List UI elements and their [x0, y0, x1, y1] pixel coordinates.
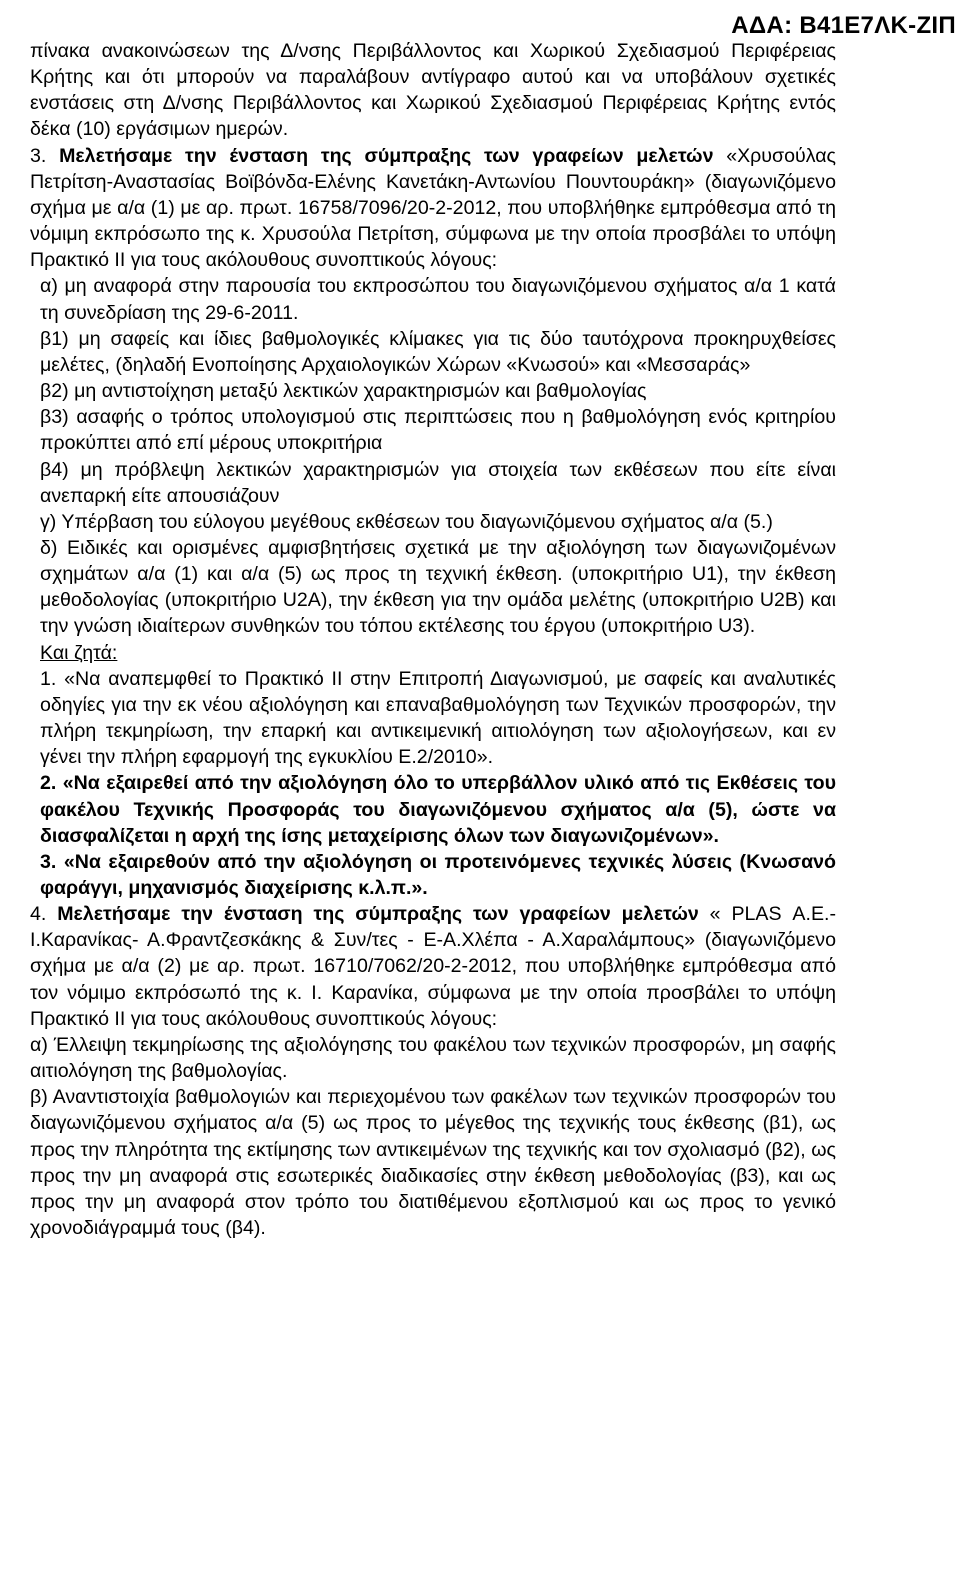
item-3-number: 3.	[30, 144, 60, 167]
item-4-text: « PLAS Α.Ε.- Ι.Καρανίκας- Α.Φραντζεσκάκης & Συν/τες - Ε-Α.Χλέπα - Α.Χαραλάμπους» (διαγωνιζόμενο σχήμα με α/α (2) με αρ. πρωτ. 16710/7062/20-2-2012, που υποβλήθηκε εμπρόθεσμα από τον νόμιμο εκπρόσωπό της κ. Ι. Καρανίκα, σύμφωνα με την οποία προσβάλει το υπόψη Πρακτικό ΙΙ για τους ακόλουθους συνοπτικούς λόγους:	[30, 903, 836, 1030]
item-4-number: 4.	[30, 903, 58, 926]
reason-b1: β1) μη σαφείς και ίδιες βαθμολογικές κλίμακες για τις δύο ταυτόχρονα προκηρυχθείσες μελέτες, (δηλαδή Ενοποίησης Αρχαιολογικών Χώρων «Κνωσού» και «Μεσσαράς»	[40, 327, 836, 376]
demands-label: Και ζητά:	[40, 641, 118, 664]
demand-1: 1. «Να αναπεμφθεί το Πρακτικό ΙΙ στην Επιτροπή Διαγωνισμού, με σαφείς και αναλυτικές οδηγίες για την εκ νέου αξιολόγηση και επαναβαθμολόγηση των Τεχνικών προσφορών, την πλήρη τεκμηρίωση, την επαρκή και αντικειμενική αιτιολόγηση των αξιολογήσεων, και εν γένει την πλήρη εφαρμογή της εγκυκλίου Ε.2/2010».	[40, 667, 836, 769]
ada-code: ΑΔΑ: Β41Ε7ΛΚ-ΖΙΠ	[731, 12, 956, 39]
document-body	[30, 38, 836, 1241]
paragraph-intro: πίνακα ανακοινώσεων της Δ/νσης Περιβάλλοντος και Χωρικού Σχεδιασμού Περιφέρειας Κρήτης και ότι μπορούν να παραλάβουν αντίγραφο αυτού και να υποβάλουν σχετικές ενστάσεις στη Δ/νσης Περιβάλλοντος και Χωρικού Σχεδιασμού Περιφέρειας Κρήτης εντός δέκα (10) εργάσιμων ημερών.	[30, 40, 836, 141]
item-3-text: «Χρυσούλας Πετρίτση-Αναστασίας Βοϊβόνδα-Ελένης Κανετάκη-Αντωνίου Πουντουράκη» (διαγωνιζόμενο σχήμα με α/α (1) με αρ. πρωτ. 16758/7096/20-2-2012, που υποβλήθηκε εμπρόθεσμα από τη νόμιμη εκπρόσωπο της κ. Χρυσούλα Πετρίτση, σύμφωνα με την οποία προσβάλει το υπόψη Πρακτικό ΙΙ για τους ακόλουθους συνοπτικούς λόγους:	[30, 144, 836, 272]
demand-3: 3. «Να εξαιρεθούν από την αξιολόγηση οι προτεινόμενες τεχνικές λύσεις (Κνωσανό φαράγγι, μηχανισμός διαχείρισης κ.λ.π.».	[40, 850, 836, 899]
reason-d: δ) Ειδικές και ορισμένες αμφισβητήσεις σχετικά με την αξιολόγηση των διαγωνιζομένων σχημάτων α/α (1) και α/α (5) ως προς τη τεχνική έκθεση. (υποκριτήριο U1), την έκθεση μεθοδολογίας (υποκριτήριο U2A), την έκθεση για την ομάδα μελέτης (υποκριτήριο U2B) και την γνώση ιδιαίτερων συνθηκών του τόπου εκτέλεσης του έργου (υποκριτήριο U3).	[40, 536, 836, 638]
reason-b4: β4) μη πρόβλεψη λεκτικών χαρακτηρισμών για στοιχεία των εκθέσεων που είτε είναι ανεπαρκή είτε απουσιάζουν	[40, 458, 836, 507]
reason-b2: β2) μη αντιστοίχηση μεταξύ λεκτικών χαρακτηρισμών και βαθμολογίας	[40, 380, 647, 403]
item-4-heading: Μελετήσαμε την ένσταση της σύμπραξης των γραφείων μελετών	[57, 903, 699, 926]
item-4	[30, 901, 836, 1032]
reason-4a: α) Έλλειψη τεκμηρίωσης της αξιολόγησης του φακέλου των τεχνικών προσφορών, μη σαφής αιτιολόγηση της βαθμολογίας.	[30, 1033, 836, 1083]
reason-a: α) μη αναφορά στην παρουσία του εκπροσώπου του διαγωνιζόμενου σχήματος α/α 1 κατά τη συνεδρίαση της 29-6-2011.	[40, 275, 836, 324]
reason-b3: β3) ασαφής ο τρόπος υπολογισμού στις περιπτώσεις που η βαθμολόγηση ενός κριτηρίου προκύπτει από επί μέρους υποκριτήρια	[40, 406, 836, 455]
reason-4b: β) Αναντιστοιχία βαθμολογιών και περιεχομένου των φακέλων των τεχνικών προσφορών του διαγωνιζόμενου σχήματος α/α (5) ως προς το μέγεθος της τεχνικής τους έκθεσης (β1), ως προς την πληρότητα της εκτίμησης των αντικειμένων της τεχνικής και τον σχολιασμό (β2), ως προς την μη αναφορά στις εσωτερικές διαδικασίες στην έκθεση μεθοδολογίας (β3), και ως προς την μη αναφορά στον τρόπο του διατιθέμενου εξοπλισμού και ως προς το γενικό χρονοδιάγραμμά τους (β4).	[30, 1086, 836, 1240]
item-3-heading: Μελετήσαμε την ένσταση της σύμπραξης των γραφείων μελετών	[59, 144, 714, 167]
demand-2: 2. «Να εξαιρεθεί από την αξιολόγηση όλο το υπερβάλλον υλικό από τις Εκθέσεις του φακέλου Τεχνικής Προσφοράς του διαγωνιζόμενου σχήματος α/α (5), ώστε να διασφαλίζεται η αρχή της ίσης μεταχείρισης όλων των διαγωνιζομένων».	[40, 772, 836, 847]
item-3	[30, 143, 836, 274]
reason-c: γ) Υπέρβαση του εύλογου μεγέθους εκθέσεων του διαγωνιζόμενου σχήματος α/α (5.)	[40, 510, 773, 533]
